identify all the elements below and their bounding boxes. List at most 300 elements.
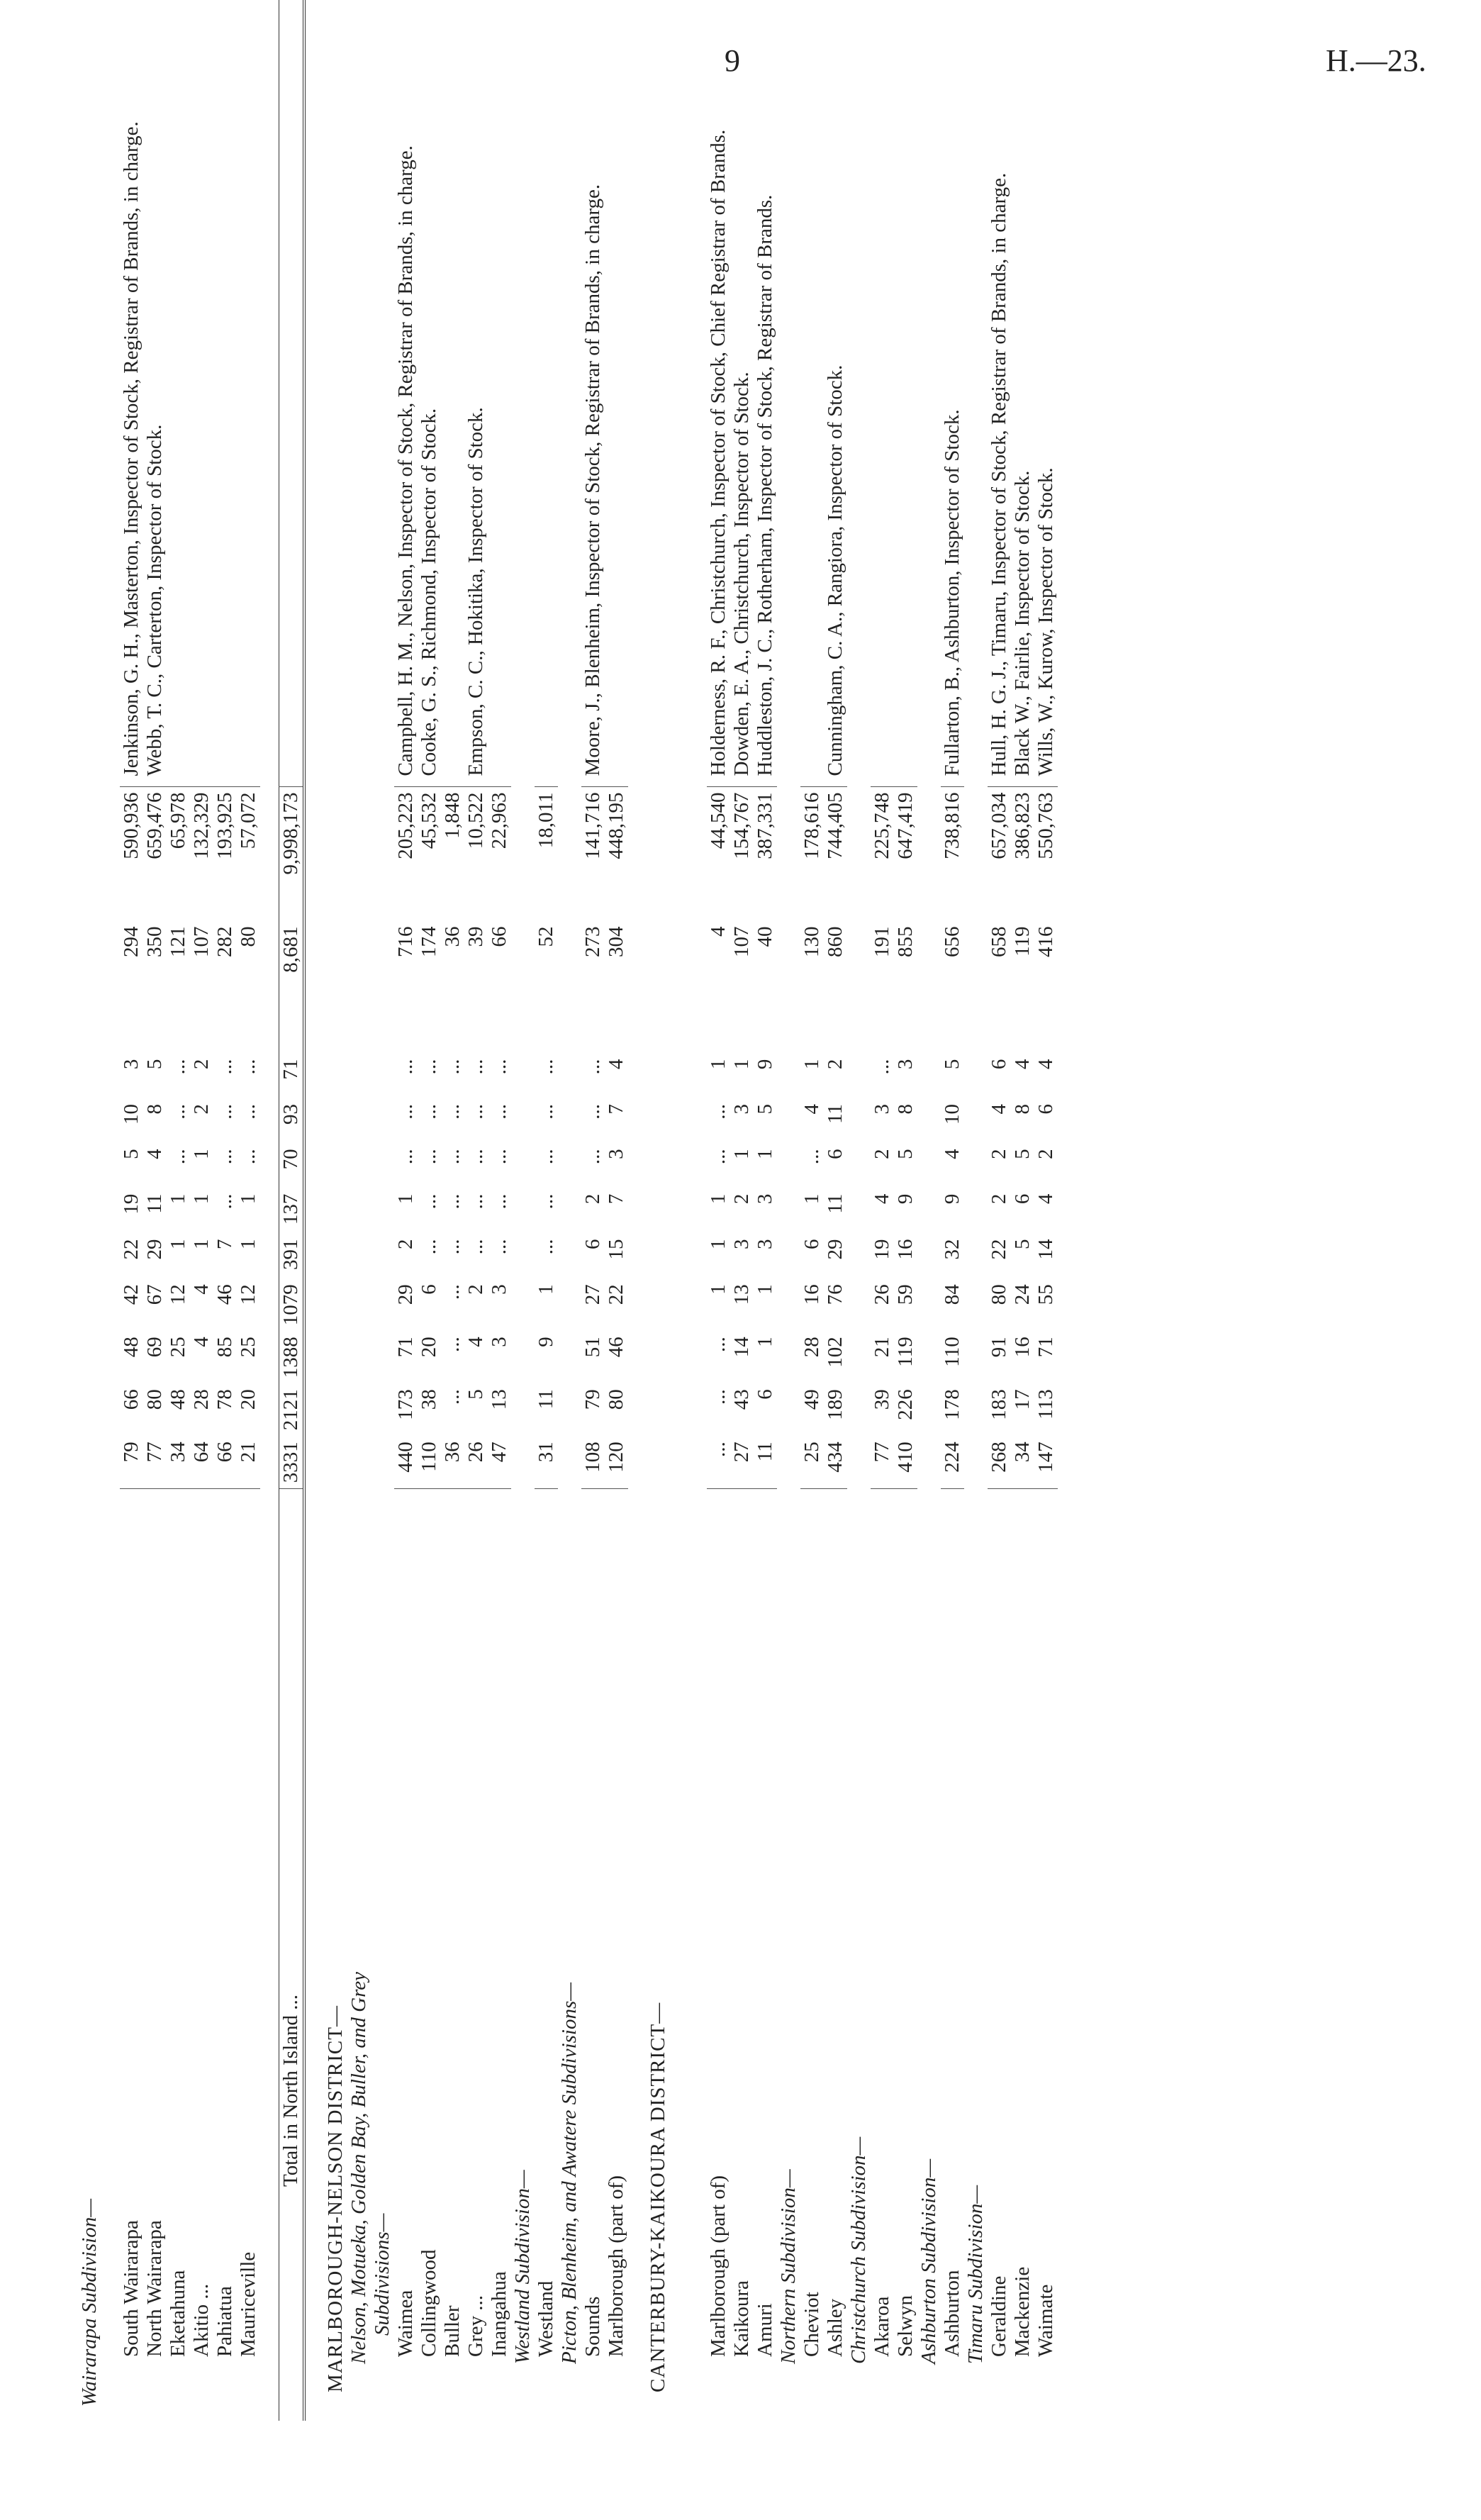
inspector-cell [800, 0, 824, 786]
count-cell: 24 [1011, 1284, 1034, 1305]
count-cell: 178 [941, 1389, 963, 1420]
count-cell: ... [535, 1059, 557, 1075]
subdivision-row [707, 0, 730, 2421]
count-cell: 113 [1034, 1389, 1057, 1420]
count-cell: 79 [120, 1436, 143, 1489]
count-cell: 52 [535, 926, 557, 947]
stock-returns-table [78, 0, 1058, 2421]
count-cell: ... [441, 1389, 464, 1405]
count-cell: 9 [894, 1193, 917, 1205]
count-cell: 2 [988, 1193, 1010, 1205]
count-cell: 119 [894, 1337, 917, 1367]
count-cell: 46 [605, 1337, 627, 1358]
count-cell: 64 [190, 1436, 213, 1489]
inspector-cell: Campbell, H. M., Nelson, Inspector of Stock, Registrar of Brands, in charge. [394, 145, 417, 776]
count-cell: 69 [143, 1337, 166, 1358]
count-cell: 11 [754, 1436, 777, 1489]
count-cell: ... [237, 1059, 259, 1075]
count-cell: 268 [988, 1436, 1011, 1489]
count-cell: 1 [730, 1059, 753, 1070]
subdivision-row [464, 0, 488, 2421]
subdivision-name: Selwyn [894, 2295, 917, 2357]
subdivision-name: Waimate [1034, 2284, 1057, 2357]
count-cell: 2 [394, 1239, 417, 1249]
section-heading [78, 0, 101, 2421]
count-cell: 45,532 [418, 786, 441, 920]
count-cell: 4 [1034, 1059, 1057, 1070]
subdivision-row [488, 0, 511, 2421]
inspector-cell [167, 0, 190, 786]
count-cell: 224 [941, 1436, 964, 1489]
count-cell: 44,540 [707, 786, 730, 920]
subdivision-row [143, 0, 167, 2421]
count-cell: 174 [418, 926, 440, 957]
count-cell: 147 [1034, 1436, 1058, 1489]
inspector-cell [605, 0, 628, 786]
subdivision-row [730, 0, 754, 2421]
count-cell: ... [581, 1149, 604, 1165]
inspector-cell: Moore, J., Blenheim, Inspector of Stock, Registrar of Brands, in charge. [581, 184, 604, 776]
total-cell: 71 [279, 1054, 305, 1098]
count-cell: 80 [605, 1389, 627, 1410]
count-cell: 55 [1034, 1284, 1057, 1305]
subdivision-name: Mackenzie [1011, 2266, 1034, 2357]
count-cell: 1 [707, 1239, 730, 1249]
count-cell: 18,011 [535, 786, 558, 920]
count-cell: 38 [418, 1389, 440, 1410]
count-cell: ... [464, 1149, 487, 1165]
count-cell: 91 [988, 1337, 1010, 1358]
subdivision-row [605, 0, 628, 2421]
count-cell: ... [488, 1193, 510, 1210]
count-cell: 2 [464, 1284, 487, 1295]
count-cell: 1 [190, 1193, 213, 1205]
count-cell: 28 [190, 1389, 213, 1410]
count-cell: 76 [824, 1284, 846, 1305]
subdivision-name: Buller [441, 2305, 464, 2357]
count-cell: 1 [190, 1149, 213, 1159]
count-cell: ... [464, 1103, 487, 1120]
subdivision-name: Akitio ... [190, 2283, 213, 2357]
count-cell: ... [441, 1059, 464, 1075]
count-cell: ... [394, 1149, 417, 1165]
subdivision-name: Sounds [581, 2296, 604, 2357]
subdivision-name: Amuri [754, 2303, 776, 2357]
count-cell: 80 [237, 926, 259, 947]
count-cell: ... [488, 1059, 510, 1075]
count-cell: ... [535, 1103, 557, 1120]
count-cell: 51 [581, 1337, 604, 1358]
count-cell: 85 [213, 1337, 236, 1358]
subdivision-row [441, 0, 464, 2421]
total-label: Total in North Island ... [279, 1489, 305, 2421]
count-cell: 78 [213, 1389, 236, 1410]
count-cell: 183 [988, 1389, 1010, 1420]
canterbury-kaikoura-district-heading: CANTERBURY-KAIKOURA DISTRICT— [647, 2002, 669, 2392]
count-cell: 3 [894, 1059, 917, 1070]
count-cell: 6 [581, 1239, 604, 1249]
count-cell: 11 [824, 1193, 846, 1214]
count-cell: 121 [167, 926, 189, 957]
subdivision-name: Akaroa [871, 2296, 893, 2357]
count-cell: 3 [488, 1284, 510, 1295]
count-cell: ... [418, 1103, 440, 1120]
count-cell: 5 [1011, 1239, 1034, 1249]
inspector-cell [190, 0, 213, 786]
picton-subdivisions-heading: Picton, Blenheim, and Awatere Subdivisions— [558, 1982, 581, 2364]
count-cell: 1 [800, 1059, 823, 1070]
subdivision-row [394, 0, 418, 2421]
count-cell: ... [167, 1149, 189, 1165]
count-cell: ... [441, 1337, 464, 1353]
count-cell: 25 [167, 1337, 189, 1358]
subdivision-row [800, 0, 824, 2421]
count-cell: 4 [605, 1059, 627, 1070]
count-cell: 173 [394, 1389, 417, 1420]
count-cell: ... [418, 1239, 440, 1255]
count-cell: 28 [800, 1337, 823, 1358]
count-cell: ... [535, 1193, 557, 1210]
count-cell: 2 [988, 1149, 1010, 1159]
count-cell: 26 [464, 1436, 488, 1489]
count-cell: 16 [1011, 1337, 1034, 1358]
count-cell: 15 [605, 1239, 627, 1260]
inspector-cell: Jenkinson, G. H., Masterton, Inspector of Stock, Registrar of Brands, in charge. [120, 121, 142, 776]
subdivision-row [213, 0, 237, 2421]
count-cell: 67 [143, 1284, 166, 1305]
count-cell: 65,978 [167, 786, 190, 920]
count-cell: 5 [464, 1389, 487, 1400]
total-cell: 93 [279, 1098, 305, 1143]
count-cell: 107 [730, 926, 753, 957]
count-cell: ... [418, 1193, 440, 1210]
count-cell: 17 [1011, 1389, 1034, 1410]
count-cell: ... [581, 1059, 604, 1075]
subdivision-name: Kaikoura [730, 2280, 753, 2357]
count-cell: ... [441, 1193, 464, 1210]
count-cell: 19 [871, 1239, 893, 1260]
count-cell: 21 [871, 1337, 893, 1358]
count-cell: 36 [441, 1436, 464, 1489]
subdivision-row [120, 0, 143, 2421]
inspector-cell: Dowden, E. A., Christchurch, Inspector of Stock. [730, 372, 753, 776]
count-cell: ... [441, 1103, 464, 1120]
count-cell: 3 [730, 1103, 753, 1115]
subdivision-name: Mauriceville [237, 2251, 259, 2357]
subdivision-row [418, 0, 441, 2421]
total-cell: 391 [279, 1233, 305, 1278]
total-cell: 9,998,173 [279, 786, 305, 920]
count-cell: 1 [707, 1284, 730, 1295]
count-cell: 84 [941, 1284, 963, 1305]
subdivision-name: Grey ... [464, 2295, 487, 2357]
subdivision-row [1011, 0, 1034, 2421]
count-cell: 57,072 [237, 786, 260, 920]
count-cell: 1 [237, 1193, 259, 1205]
count-cell: ... [441, 1239, 464, 1255]
inspector-cell: Hull, H. G. J., Timaru, Inspector of Stock, Registrar of Brands, in charge. [988, 172, 1010, 776]
subdivision-row [190, 0, 213, 2421]
count-cell: 12 [167, 1284, 189, 1305]
inspector-cell: Empson, C. C., Hokitika, Inspector of Stock. [464, 407, 487, 776]
count-cell: 130 [800, 926, 823, 957]
count-cell: 448,195 [605, 786, 628, 920]
count-cell: 1 [190, 1239, 213, 1249]
count-cell: 6 [824, 1149, 846, 1159]
count-cell: 14 [730, 1337, 753, 1358]
count-cell: 2 [190, 1059, 213, 1070]
count-cell: 48 [167, 1389, 189, 1410]
count-cell: 154,767 [730, 786, 754, 920]
total-cell: 3331 [279, 1436, 305, 1489]
count-cell: 110 [941, 1337, 963, 1367]
subdivision-row [237, 0, 260, 2421]
count-cell: 4 [1011, 1059, 1034, 1070]
count-cell: 3 [871, 1103, 893, 1115]
marlborough-subdivisions-heading-1: Nelson, Motueka, Golden Bay, Buller, and Grey [347, 1971, 370, 2364]
count-cell: 29 [394, 1284, 417, 1305]
count-cell: 6 [1034, 1103, 1057, 1115]
count-cell: 1 [237, 1239, 259, 1249]
count-cell: 5 [143, 1059, 166, 1070]
count-cell: 22,963 [488, 786, 511, 920]
count-cell: 7 [605, 1193, 627, 1205]
count-cell: 107 [190, 926, 213, 957]
subdivision-row [581, 0, 605, 2421]
count-cell: 20 [237, 1389, 259, 1410]
count-cell: 66 [213, 1436, 237, 1489]
wairarapa-subdivision-heading: Wairarapa Subdivision— [78, 2199, 101, 2407]
inspector-cell: Cunningham, C. A., Rangiora, Inspector of Stock. [824, 364, 846, 776]
count-cell: ... [213, 1149, 236, 1165]
count-cell: 46 [213, 1284, 236, 1305]
count-cell: 6 [988, 1059, 1010, 1070]
count-cell: 77 [871, 1436, 894, 1489]
count-cell: 2 [1034, 1149, 1057, 1159]
count-cell: 656 [941, 926, 963, 957]
count-cell: 5 [941, 1059, 963, 1070]
count-cell: 132,329 [190, 786, 213, 920]
count-cell: 350 [143, 926, 166, 957]
inspector-cell [237, 0, 260, 786]
count-cell: ... [167, 1059, 189, 1075]
count-cell: 12 [237, 1284, 259, 1305]
count-cell: ... [488, 1149, 510, 1165]
ashburton-subdivision-heading: Ashburton Subdivision— [917, 2158, 940, 2364]
inspector-cell [488, 0, 511, 786]
count-cell: 71 [1034, 1337, 1057, 1358]
inspector-cell [871, 0, 894, 786]
count-cell: 4 [871, 1193, 893, 1205]
count-cell: 590,936 [120, 786, 143, 920]
count-cell: ... [237, 1149, 259, 1165]
count-cell: 27 [730, 1436, 754, 1489]
count-cell: 2 [730, 1193, 753, 1205]
count-cell: ... [394, 1103, 417, 1120]
count-cell: 193,925 [213, 786, 237, 920]
timaru-subdivision-heading: Timaru Subdivision— [964, 2185, 987, 2364]
count-cell: ... [464, 1193, 487, 1210]
westland-subdivision-heading: Westland Subdivision— [511, 2170, 534, 2364]
count-cell: 34 [1011, 1436, 1034, 1489]
total-cell: 1388 [279, 1331, 305, 1383]
count-cell: 6 [418, 1284, 440, 1295]
total-cell: 70 [279, 1143, 305, 1188]
count-cell: ... [213, 1193, 236, 1210]
count-cell: 5 [1011, 1149, 1034, 1159]
count-cell: ... [213, 1103, 236, 1120]
count-cell: 16 [894, 1239, 917, 1260]
count-cell: 29 [143, 1239, 166, 1260]
count-cell: 226 [894, 1389, 917, 1420]
count-cell: 8 [143, 1103, 166, 1115]
count-cell: 1 [707, 1193, 730, 1205]
inspector-cell [894, 0, 917, 786]
northern-subdivision-heading: Northern Subdivision— [777, 2169, 800, 2364]
subdivision-row [824, 0, 847, 2421]
count-cell: 102 [824, 1337, 846, 1368]
count-cell: 716 [394, 926, 417, 957]
count-cell: ... [441, 1149, 464, 1165]
count-cell: 7 [213, 1239, 236, 1249]
count-cell: 658 [988, 926, 1010, 957]
count-cell: 5 [120, 1149, 142, 1159]
count-cell: 26 [871, 1284, 893, 1305]
count-cell: 304 [605, 926, 627, 957]
count-cell: 16 [800, 1284, 823, 1305]
total-cell: 1079 [279, 1278, 305, 1331]
inspector-cell: Cooke, G. S., Richmond, Inspector of Stock. [418, 408, 440, 776]
inspector-cell: Webb, T. C., Carterton, Inspector of Stock. [143, 424, 166, 776]
count-cell: ... [488, 1239, 510, 1255]
count-cell: ... [535, 1239, 557, 1255]
count-cell: 36 [441, 926, 464, 947]
count-cell: 19 [120, 1193, 142, 1215]
count-cell: 32 [941, 1239, 963, 1260]
count-cell: 5 [754, 1103, 776, 1115]
subdivision-row [1034, 0, 1058, 2421]
subdivision-row [894, 0, 917, 2421]
inspector-cell: Black W., Fairlie, Inspector of Stock. [1011, 470, 1034, 776]
count-cell: 855 [894, 926, 917, 957]
count-cell: 3 [488, 1337, 510, 1347]
count-cell: 66 [120, 1389, 142, 1410]
count-cell: 11 [535, 1389, 557, 1410]
count-cell: 1 [800, 1193, 823, 1205]
count-cell: 2 [581, 1193, 604, 1205]
inspector-cell [535, 0, 558, 786]
count-cell: 4 [1034, 1193, 1057, 1205]
marlborough-nelson-district-heading: MARLBOROUGH-NELSON DISTRICT— [324, 2005, 347, 2392]
count-cell: 4 [143, 1149, 166, 1159]
count-cell: ... [167, 1103, 189, 1120]
count-cell: 39 [871, 1389, 893, 1410]
total-cell: 137 [279, 1188, 305, 1234]
count-cell: 387,331 [754, 786, 777, 920]
count-cell: 7 [605, 1103, 627, 1115]
count-cell: 744,405 [824, 786, 847, 920]
count-cell: 550,763 [1034, 786, 1058, 920]
count-cell: 1,848 [441, 786, 464, 920]
count-cell: ... [418, 1059, 440, 1075]
count-cell: 39 [464, 926, 487, 947]
count-cell: 410 [894, 1436, 917, 1489]
count-cell: 108 [581, 1436, 605, 1489]
subdivision-name: Ashley [824, 2298, 846, 2357]
count-cell: 66 [488, 926, 510, 947]
count-cell: ... [707, 1103, 730, 1120]
count-cell: 79 [581, 1389, 604, 1410]
subdivision-row [535, 0, 558, 2421]
count-cell: 10 [941, 1103, 963, 1125]
count-cell: 1 [707, 1059, 730, 1070]
subdivision-name: Eketahuna [167, 2270, 189, 2357]
subdivision-row [988, 0, 1011, 2421]
count-cell: 13 [488, 1389, 510, 1410]
total-empty-cell [279, 0, 305, 786]
count-cell: 77 [143, 1436, 167, 1489]
count-cell: 8 [1011, 1103, 1034, 1115]
count-cell: 416 [1034, 926, 1057, 957]
count-cell: 3 [754, 1239, 776, 1249]
count-cell: 43 [730, 1389, 753, 1410]
count-cell: 434 [824, 1436, 847, 1489]
count-cell: ... [707, 1337, 730, 1353]
count-cell: 14 [1034, 1239, 1057, 1260]
count-cell: 6 [754, 1389, 776, 1400]
count-cell: 6 [800, 1239, 823, 1249]
count-cell: 42 [120, 1284, 142, 1305]
subdivision-row [941, 0, 964, 2421]
count-cell: ... [237, 1103, 259, 1120]
count-cell: 282 [213, 926, 236, 957]
subdivision-row [167, 0, 190, 2421]
count-cell: ... [418, 1149, 440, 1165]
count-cell: 80 [988, 1284, 1010, 1305]
count-cell: ... [707, 1149, 730, 1165]
count-cell: 31 [535, 1436, 558, 1489]
inspector-cell: Fullarton, B., Ashburton, Inspector of Stock. [941, 409, 963, 776]
count-cell: 738,816 [941, 786, 964, 920]
count-cell: 3 [730, 1239, 753, 1249]
north-island-total-row [279, 0, 305, 2421]
count-cell: 2 [190, 1103, 213, 1115]
count-cell: 647,419 [894, 786, 917, 920]
count-cell: 3 [754, 1193, 776, 1205]
subdivision-name: Geraldine [988, 2275, 1010, 2357]
count-cell: 3 [120, 1059, 142, 1070]
count-cell: 8 [894, 1103, 917, 1115]
count-cell: 4 [941, 1149, 963, 1159]
count-cell: 2 [871, 1149, 893, 1159]
subdivision-name: Marlborough (part of) [707, 2175, 730, 2357]
count-cell: 13 [730, 1284, 753, 1305]
count-cell: 141,716 [581, 786, 605, 920]
count-cell: ... [488, 1103, 510, 1120]
subdivision-name: Ashburton [941, 2270, 963, 2357]
subdivision-name: Waimea [394, 2290, 417, 2357]
count-cell: 20 [418, 1337, 440, 1358]
count-cell: 22 [120, 1239, 142, 1260]
count-cell: 386,823 [1011, 786, 1034, 920]
count-cell: 9 [535, 1337, 557, 1347]
count-cell: 120 [605, 1436, 628, 1489]
count-cell: 47 [488, 1436, 511, 1489]
count-cell: 49 [800, 1389, 823, 1410]
count-cell: 59 [894, 1284, 917, 1305]
subdivision-name: North Wairarapa [143, 2220, 166, 2357]
count-cell: 119 [1011, 926, 1034, 957]
